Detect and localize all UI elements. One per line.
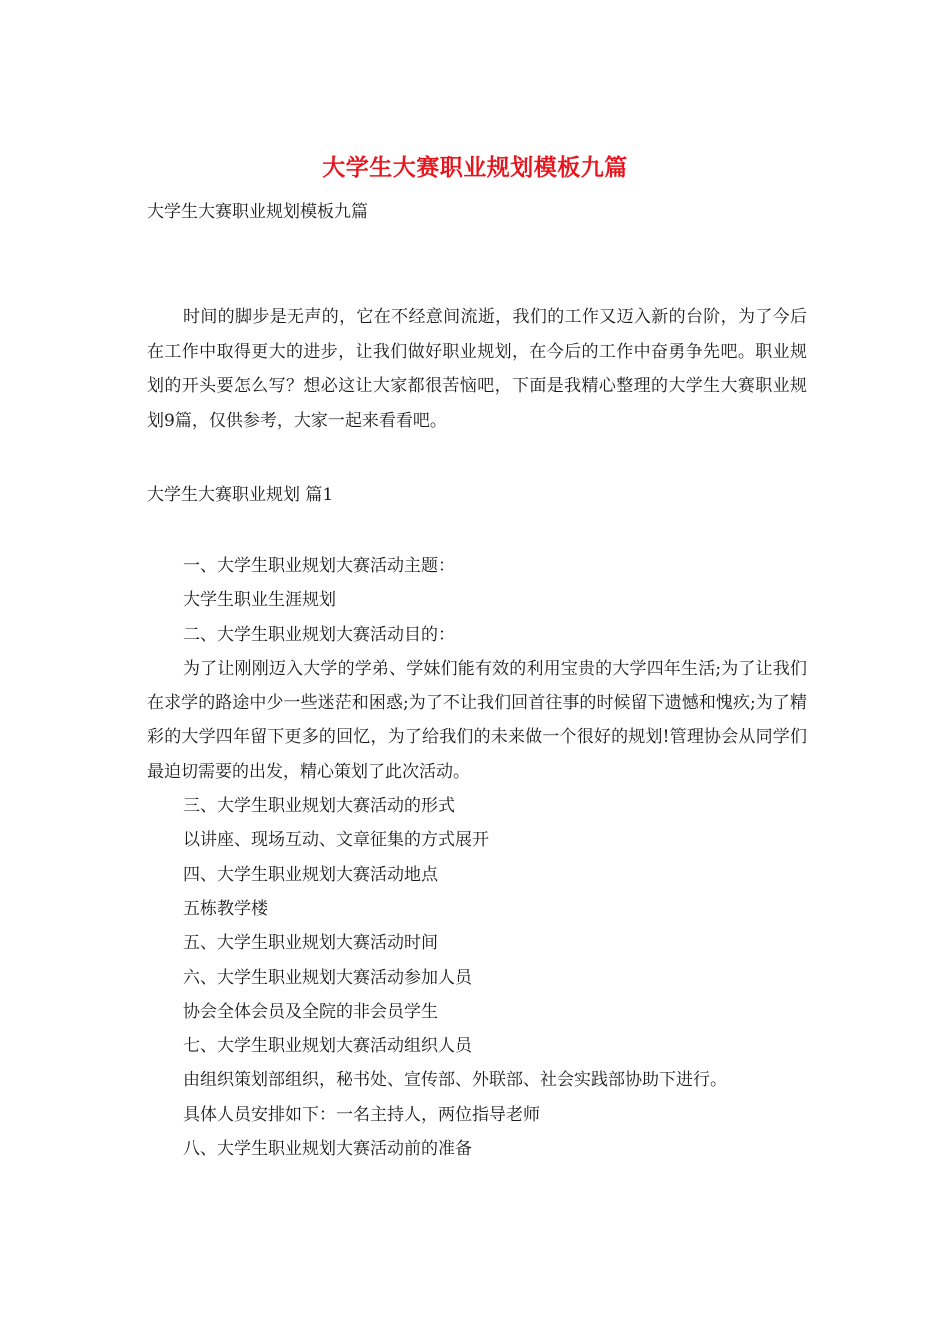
item-text-theme: 大学生职业生涯规划 (183, 590, 336, 611)
item-heading-organizers: 七、大学生职业规划大赛活动组织人员 (183, 1036, 472, 1057)
item-heading-location: 四、大学生职业规划大赛活动地点 (183, 864, 438, 885)
item-heading-time: 五、大学生职业规划大赛活动时间 (183, 933, 438, 954)
item-text-participants: 协会全体会员及全院的非会员学生 (183, 1001, 438, 1022)
section-body (147, 549, 807, 1166)
item-heading-preparation: 八、大学生职业规划大赛活动前的准备 (183, 1139, 472, 1160)
intro-paragraph: 时间的脚步是无声的，它在不经意间流逝，我们的工作又迈入新的台阶，为了今后在工作中取得更大的进步，让我们做好职业规划，在今后的工作中奋勇争先吧。职业规划的开头要怎么写？想必这让大家都很苦恼吧，下面是我精心整理的大学生大赛职业规划9篇，仅供参考，大家一起来看看吧。 (147, 307, 807, 431)
item-text-organizers: 由组织策划部组织，秘书处、宣传部、外联部、社会实践部协助下进行。 (183, 1070, 727, 1091)
document-title: 大学生大赛职业规划模板九篇 (322, 154, 628, 181)
item-text-location: 五栋教学楼 (183, 898, 268, 919)
item-heading-participants: 六、大学生职业规划大赛活动参加人员 (183, 967, 472, 988)
purpose-paragraph: 为了让刚刚迈入大学的学弟、学妹们能有效的利用宝贵的大学四年生活;为了让我们在求学的路途中少一些迷茫和困惑;为了不让我们回首往事的时候留下遗憾和愧疚;为了精彩的大学四年留下更多的回忆，为了给我们的未来做一个很好的规划!管理协会从同学们最迫切需要的出发，精心策划了此次活动。 (147, 658, 807, 782)
document-subtitle: 大学生大赛职业规划模板九篇 (147, 202, 368, 222)
item-heading-purpose: 二、大学生职业规划大赛活动目的： (183, 624, 455, 645)
item-text-form: 以讲座、现场互动、文章征集的方式展开 (183, 830, 489, 851)
item-text-staffing: 具体人员安排如下：一名主持人，两位指导老师 (183, 1104, 540, 1125)
section-heading: 大学生大赛职业规划 篇1 (147, 485, 334, 505)
item-heading-form: 三、大学生职业规划大赛活动的形式 (183, 796, 455, 817)
item-heading-theme: 一、大学生职业规划大赛活动主题： (183, 556, 455, 576)
